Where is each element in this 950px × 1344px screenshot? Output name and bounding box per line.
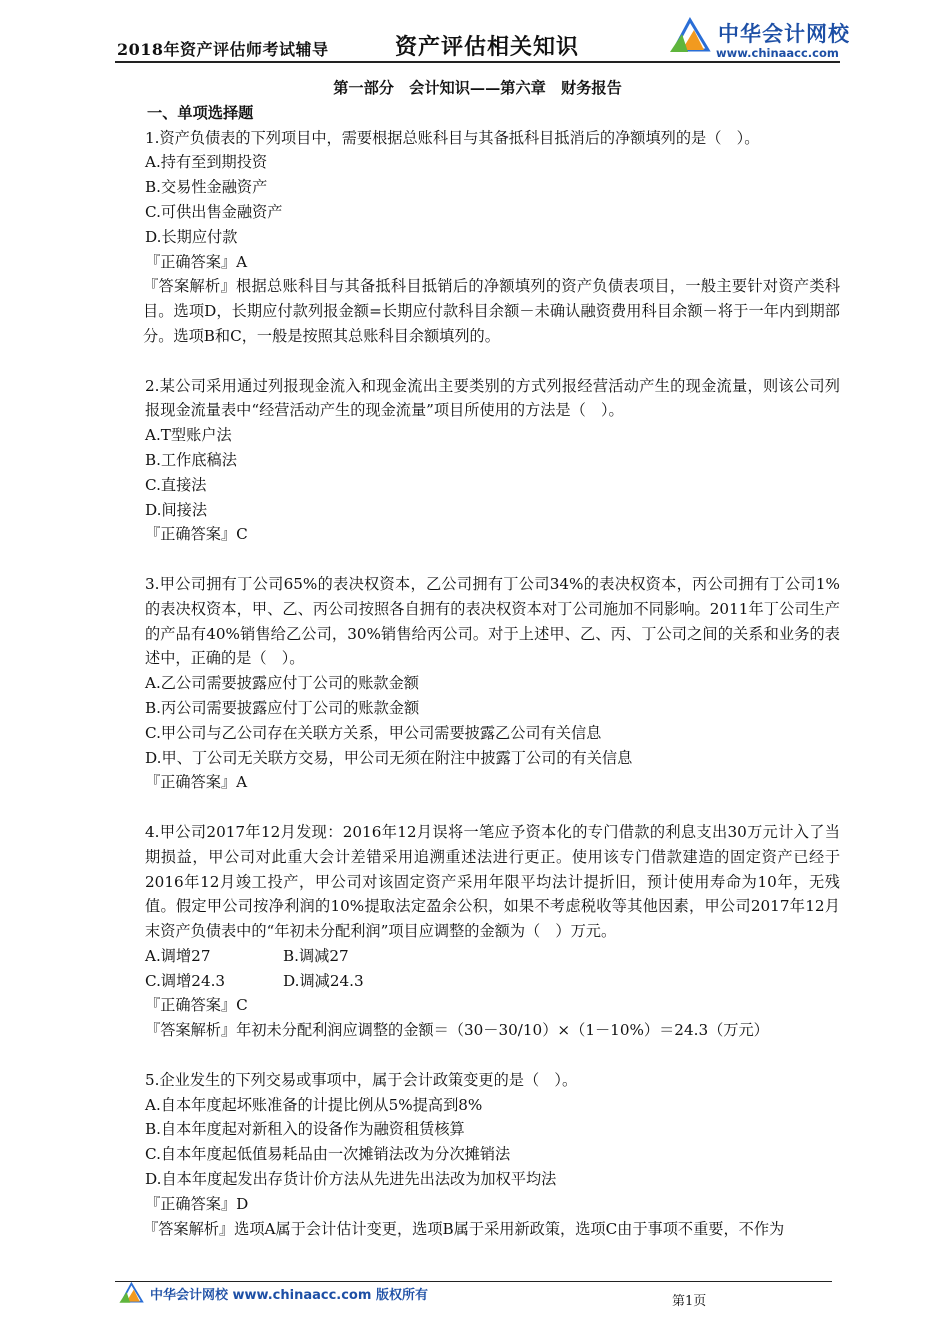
correct-answer: 『正确答案』C xyxy=(145,525,248,544)
option-a: A.乙公司需要披露应付丁公司的账款金额 xyxy=(145,674,419,693)
page-number: 第1页 xyxy=(672,1294,707,1309)
question-stem: 1.资产负债表的下列项目中，需要根据总账科目与其备抵科目抵消后的净额填列的是（ ）。 xyxy=(145,128,760,147)
options-row xyxy=(145,969,840,994)
header-subject: 资产评估相关知识 xyxy=(395,34,580,60)
question-2 xyxy=(145,374,840,548)
option-c: C.可供出售金融资产 xyxy=(145,202,283,221)
footer-logo-icon xyxy=(118,1280,146,1304)
question-stem: 2.某公司采用通过列报现金流入和现金流出主要类别的方式列报经营活动产生的现金流量，则该公司列报现金流量表中“经营活动产生的现金流量”项目所使用的方法是（ ）。 xyxy=(145,376,840,420)
footer-divider xyxy=(115,1281,832,1282)
logo-url[interactable]: www.chinaacc.com xyxy=(716,46,839,60)
correct-answer: 『正确答案』C xyxy=(145,996,248,1015)
brand-logo[interactable] xyxy=(668,14,848,66)
answer-analysis: 『答案解析』年初未分配利润应调整的金额＝（30－30/10）×（1－10%）＝24.3（万元） xyxy=(145,1021,769,1040)
section-heading: 一、单项选择题 xyxy=(147,103,254,122)
answer-analysis: 『答案解析』选项A属于会计估计变更，选项B属于采用新政策，选项C由于事项不重要，不作为 xyxy=(143,1219,785,1238)
option-a: A.自本年度起坏账准备的计提比例从5%提高到8% xyxy=(145,1095,483,1114)
header-divider xyxy=(115,61,840,63)
option-b: B.交易性金融资产 xyxy=(145,178,268,197)
option-b: B.调减27 xyxy=(283,946,349,965)
option-d: D.调减24.3 xyxy=(283,971,364,990)
logo-name: 中华会计网校 xyxy=(718,22,850,46)
option-b: B.工作底稿法 xyxy=(145,450,237,469)
page-header xyxy=(0,0,950,70)
option-c: C.直接法 xyxy=(145,475,207,494)
option-c: C.调增24.3 xyxy=(145,971,226,990)
spacer xyxy=(145,795,840,820)
question-stem: 3.甲公司拥有丁公司65%的表决权资本，乙公司拥有丁公司34%的表决权资本，丙公司拥有丁公司1%的表决权资本，甲、乙、丙公司按照各自拥有的表决权资本对丁公司施加不同影响。2011年丁公司生产的产品有40%销售给乙公司，30%销售给丙公司。对于上述甲、乙、丙、丁公司之间的关系和业务的表述中，正确的是（ ）。 xyxy=(145,574,840,668)
option-c: C.自本年度起低值易耗品由一次摊销法改为分次摊销法 xyxy=(145,1145,511,1164)
question-5 xyxy=(145,1068,840,1242)
option-d: D.间接法 xyxy=(145,500,208,519)
logo-triangle-icon xyxy=(668,14,714,54)
options-row xyxy=(145,944,840,969)
correct-answer: 『正确答案』A xyxy=(145,773,248,792)
question-1 xyxy=(145,126,840,349)
correct-answer: 『正确答案』A xyxy=(145,252,248,271)
question-stem: 5.企业发生的下列交易或事项中，属于会计政策变更的是（ ）。 xyxy=(145,1070,578,1089)
footer-copyright[interactable]: 中华会计网校 www.chinaacc.com 版权所有 xyxy=(150,1288,428,1303)
question-3 xyxy=(145,572,840,795)
option-a: A.T型账户法 xyxy=(145,426,232,445)
option-d: D.自本年度起发出存货计价方法从先进先出法改为加权平均法 xyxy=(145,1170,557,1189)
option-a: A.调增27 xyxy=(145,946,211,965)
chapter-title: 第一部分 会计知识——第六章 财务报告 xyxy=(333,79,622,97)
answer-analysis: 『答案解析』根据总账科目与其备抵科目抵销后的净额填列的资产负债表项目，一般主要针对资产类科目。选项D，长期应付款列报金额=长期应付款科目余额－未确认融资费用科目余额－将于一年内到期部分。选项B和C，一般是按照其总账科目余额填列的。 xyxy=(143,277,840,345)
header-course: 2018年资产评估师考试辅导 xyxy=(117,40,329,59)
question-4 xyxy=(145,820,840,1043)
document-body xyxy=(145,76,840,1241)
option-b: B.自本年度起对新租入的设备作为融资租赁核算 xyxy=(145,1120,465,1139)
option-b: B.丙公司需要披露应付丁公司的账款金额 xyxy=(145,698,420,717)
option-d: D.长期应付款 xyxy=(145,227,238,246)
option-d: D.甲、丁公司无关联方交易，甲公司无须在附注中披露丁公司的有关信息 xyxy=(145,748,633,767)
option-c: C.甲公司与乙公司存在关联方关系，甲公司需要披露乙公司有关信息 xyxy=(145,723,602,742)
question-stem: 4.甲公司2017年12月发现：2016年12月误将一笔应予资本化的专门借款的利息支出30万元计入了当期损益，甲公司对此重大会计差错采用追溯重述法进行更正。使用该专门借款建造的固定资产已经于2016年12月竣工投产，甲公司对该固定资产采用年限平均法计提折旧，预计使用寿命为10年，无残值。假定甲公司按净利润的10%提取法定盈余公积，如果不考虑税收等其他因素，甲公司2017年12月末资产负债表中的“年初未分配利润”项目应调整的金额为（ ）万元。 xyxy=(145,822,840,941)
option-a: A.持有至到期投资 xyxy=(145,153,268,172)
spacer xyxy=(145,547,840,572)
spacer xyxy=(145,349,840,374)
spacer xyxy=(145,1043,840,1068)
correct-answer: 『正确答案』D xyxy=(145,1194,249,1213)
